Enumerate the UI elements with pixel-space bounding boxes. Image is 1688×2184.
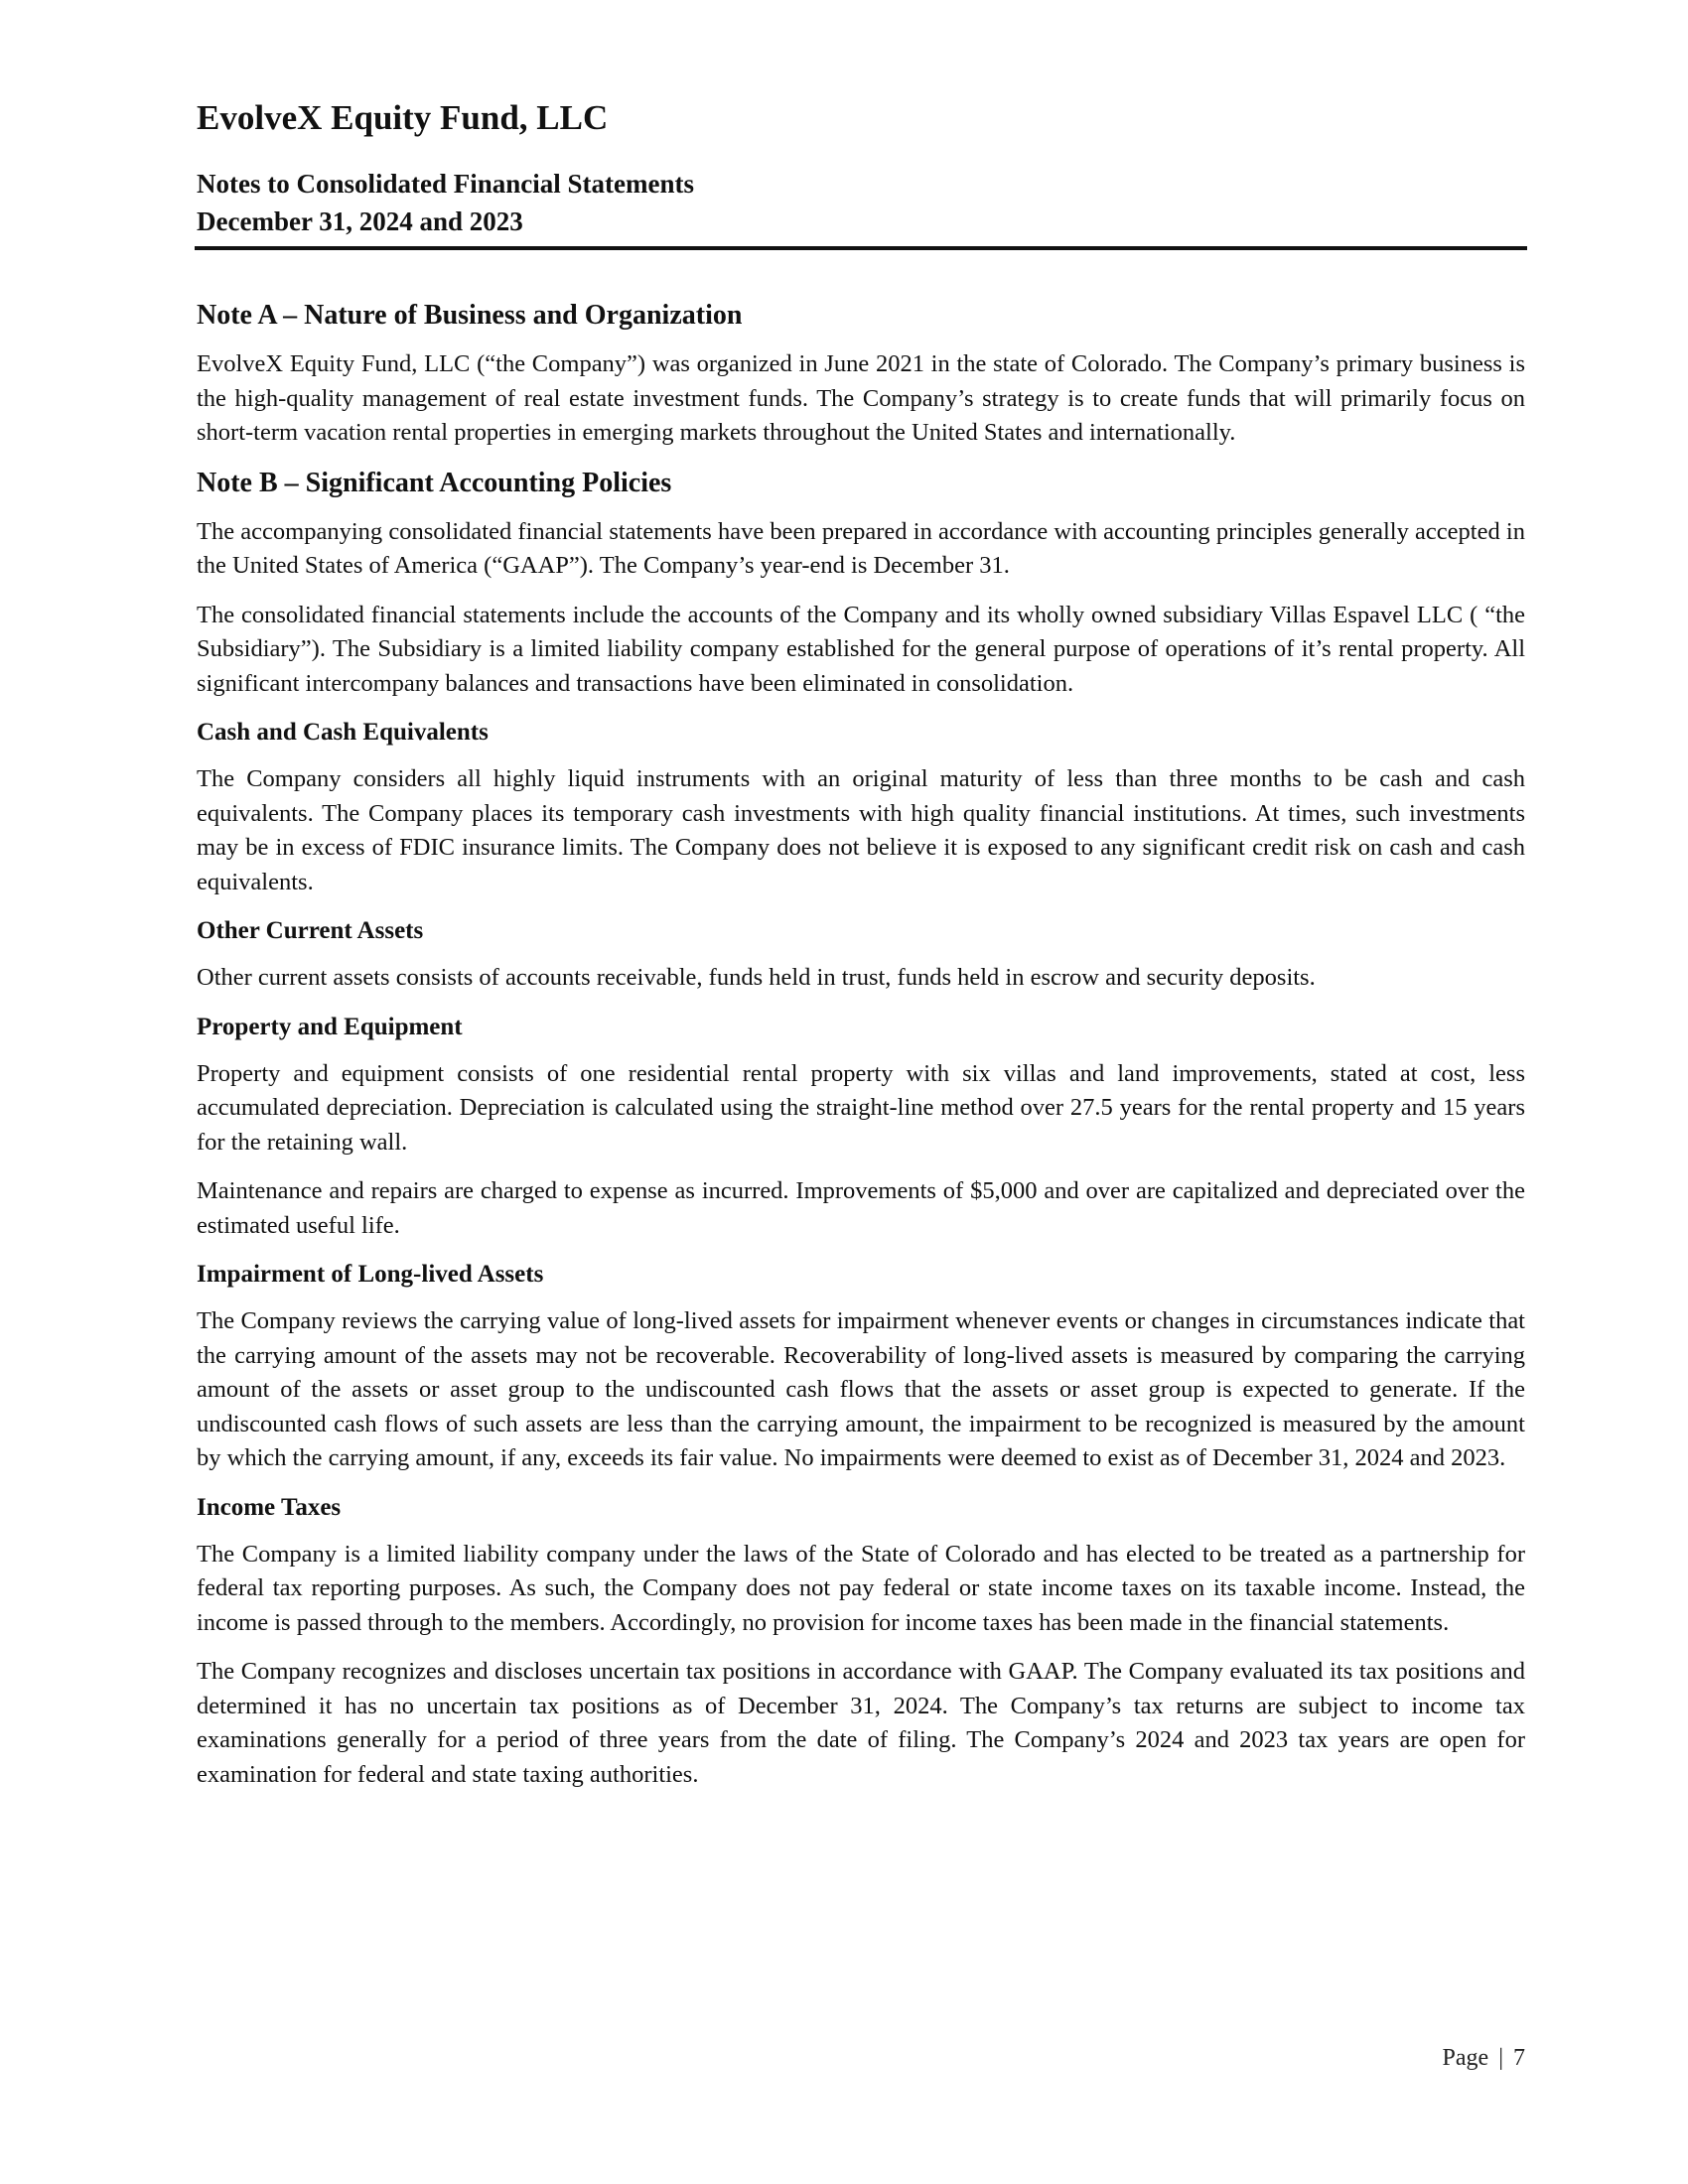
note-a-paragraph: EvolveX Equity Fund, LLC (“the Company”) was organized in June 2021 in the state of Colorado. The Company’s primary business is the high-quality management of real estate investment funds. The Company’s strategy is to create funds that will primarily focus on short-term vacation rental properties in emerging markets throughout the United States and internationally. bbox=[197, 350, 1525, 446]
header-divider bbox=[195, 246, 1527, 250]
page-label: Page bbox=[1442, 2045, 1489, 2071]
income-taxes-heading: Income Taxes bbox=[197, 1493, 342, 1521]
page-separator: | bbox=[1498, 2045, 1503, 2071]
document-page bbox=[197, 97, 1525, 1807]
uncertain-tax-paragraph: The Company recognizes and discloses uncertain tax positions in accordance with GAAP. The Company evaluated its tax positions and determined it has no uncertain tax positions as of December 31, 2024. The Company’s tax returns are subject to income tax examinations generally for a period of three years from the date of filing. The Company’s 2024 and 2023 tax years are open for examination for federal and state taxing authorities. bbox=[197, 1658, 1525, 1788]
maintenance-paragraph: Maintenance and repairs are charged to expense as incurred. Improvements of $5,000 and over are capitalized and depreciated over the estimated useful life. bbox=[197, 1177, 1525, 1239]
page-footer bbox=[1443, 2045, 1525, 2072]
other-assets-heading: Other Current Assets bbox=[197, 917, 424, 944]
note-b-paragraph-gaap: The accompanying consolidated financial statements have been prepared in accordance with accounting principles generally accepted in the United States of America (“GAAP”). The Company’s year-end is December 31. bbox=[197, 517, 1525, 579]
income-taxes-paragraph: The Company is a limited liability company under the laws of the State of Colorado and has elected to be treated as a partnership for federal tax reporting purposes. As such, the Company does not pay federal or state income taxes on its taxable income. Instead, the income is passed through to the members. Accordingly, no provision for income taxes has been made in the financial statements. bbox=[197, 1540, 1525, 1636]
impairment-heading: Impairment of Long-lived Assets bbox=[197, 1261, 544, 1288]
document-dates: December 31, 2024 and 2023 bbox=[197, 206, 523, 236]
company-name: EvolveX Equity Fund, LLC bbox=[197, 98, 609, 137]
document-subheader bbox=[197, 165, 1525, 240]
note-b-paragraph-consolidation: The consolidated financial statements include the accounts of the Company and its wholly owned subsidiary Villas Espavel LLC ( “the Subsidiary”). The Subsidiary is a limited liability company established for the general purpose of operations of it’s rental property. All significant intercompany balances and transactions have been eliminated in consolidation. bbox=[197, 601, 1525, 697]
property-heading: Property and Equipment bbox=[197, 1013, 463, 1040]
note-a-section bbox=[197, 298, 1525, 451]
impairment-paragraph: The Company reviews the carrying value of long-lived assets for impairment whenever events or changes in circumstances indicate that the carrying amount of the assets may not be recoverable. Recoverability of long-lived assets is measured by comparing the carrying amount of the assets or asset group to the undiscounted cash flows that the assets or asset group is expected to generate. If the undiscounted cash flows of such assets are less than the carrying amount, the impairment to be recognized is measured by the amount by which the carrying amount, if any, exceeds its fair value. No impairments were deemed to exist as of December 31, 2024 and 2023. bbox=[197, 1307, 1525, 1471]
property-paragraph: Property and equipment consists of one residential rental property with six villas and land improvements, stated at cost, less accumulated depreciation. Depreciation is calculated using the straight-line method over 27.5 years for the rental property and 15 years for the retaining wall. bbox=[197, 1059, 1525, 1156]
page-number: 7 bbox=[1513, 2045, 1525, 2071]
note-a-heading: Note A – Nature of Business and Organization bbox=[197, 300, 743, 331]
note-b-section bbox=[197, 466, 1525, 1793]
note-b-heading: Note B – Significant Accounting Policies bbox=[197, 467, 672, 498]
other-assets-paragraph: Other current assets consists of accounts receivable, funds held in trust, funds held in escrow and security deposits. bbox=[197, 964, 1316, 991]
cash-heading: Cash and Cash Equivalents bbox=[197, 719, 489, 746]
cash-paragraph: The Company considers all highly liquid instruments with an original maturity of less than three months to be cash and cash equivalents. The Company places its temporary cash investments with high quality financial institutions. At times, such investments may be in excess of FDIC insurance limits. The Company does not believe it is exposed to any significant credit risk on cash and cash equivalents. bbox=[197, 765, 1525, 895]
document-title: Notes to Consolidated Financial Statements bbox=[197, 169, 694, 199]
